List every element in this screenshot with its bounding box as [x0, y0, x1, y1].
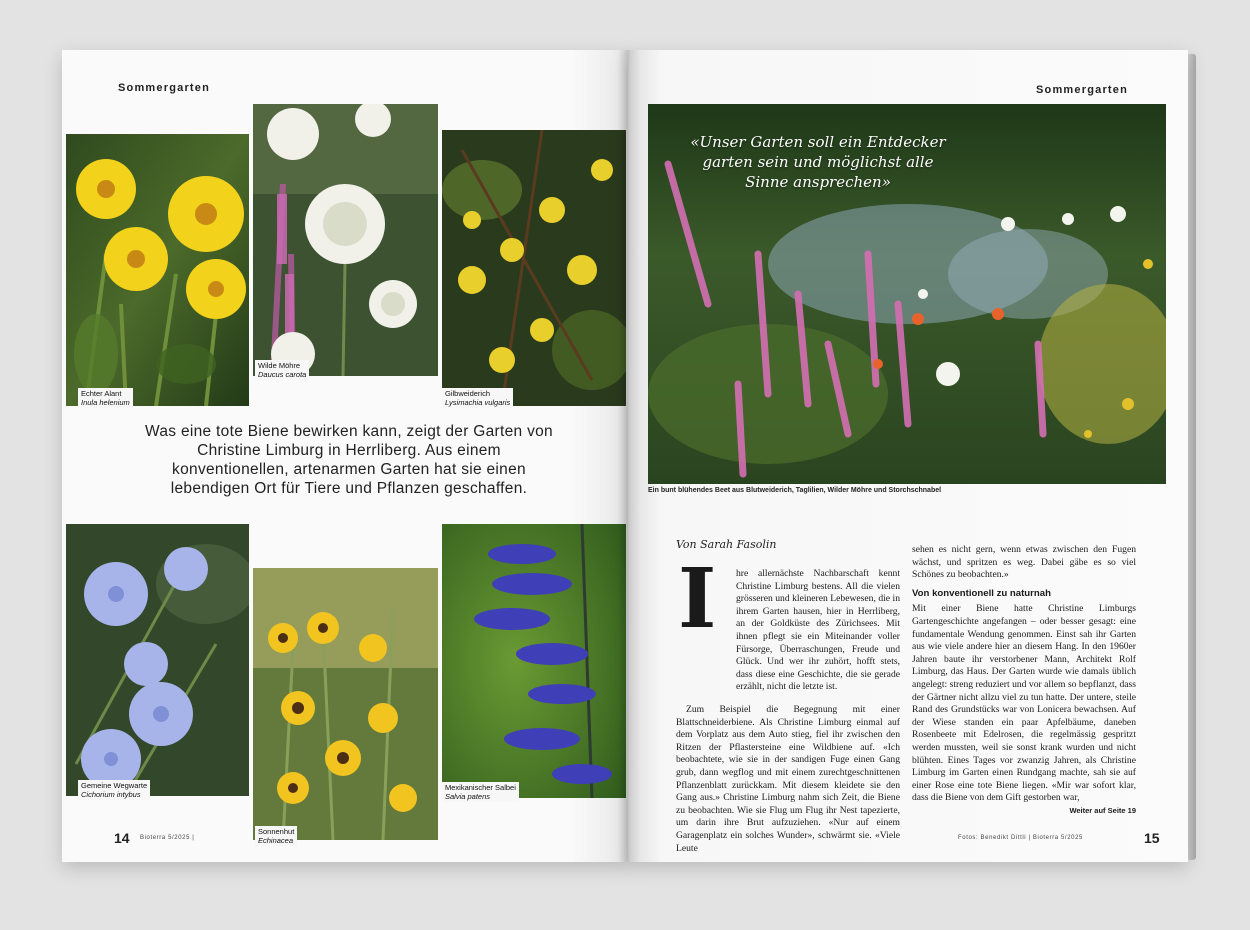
- caption-mexikanischer-salbei: [442, 782, 519, 802]
- photo-gilbweiderich: [442, 130, 626, 406]
- article-subhead: Von konventionell zu naturnah: [912, 587, 1051, 599]
- caption-common-name: Sonnenhut: [258, 827, 295, 836]
- caption-common-name: Wilde Möhre: [258, 361, 301, 370]
- caption-echter-alant: [78, 388, 133, 408]
- article-paragraph: sehen es nicht gern, wenn etwas zwischen den Fugen wächst, und spritzen es weg. Dabei gäbe es so viel Schönes zu beobachten.»: [912, 544, 1136, 581]
- photo-sonnenhut: [253, 568, 438, 840]
- article-paragraph: hre allernächste Nachbarschaft kennt Christine Limburg bestens. All die vielen grösseren und kleineren Lebewesen, die in ihrem Garten hausen, hier in Herrliberg, an der Goldküste des Zürichsees. Mit ihnen pflegt sie ein Miteinander voller Fürsorge, Überraschungen, Freude und Glück. Und wer ihr zuhört, hofft stets, dass diese eine Geschichte, die sie gerade erzählt, nicht die letzte ist.: [736, 568, 900, 693]
- section-title-right: Sommergarten: [1036, 84, 1129, 96]
- caption-gemeine-wegwarte: [78, 780, 150, 800]
- photo-echter-alant: [66, 134, 249, 406]
- photo-wilde-moehre: [253, 104, 438, 376]
- caption-sonnenhut: [255, 826, 297, 846]
- article-column-1-lead: [736, 568, 900, 694]
- page-number-right: 15: [1144, 830, 1160, 846]
- caption-scientific-name: Cichorium intybus: [81, 790, 141, 799]
- caption-scientific-name: Daucus carota: [258, 370, 307, 379]
- article-paragraph: Mit einer Biene hatte Christine Limburgs Gartengeschichte angefangen – oder besser gesagt: eine fundamentale Wendung genommen. Einst sah ihr Garten aus wie viele andere hier an diesem Hang. In den 1960er Jahren baute ihr verstorbener Mann, Architekt Rolf Limburg, das Haus. Der Garten wurde wie damals üblich angelegt: streng reduziert und vor allem so bepflanzt, dass der Gärtner nicht allzu viel zu tun hatte. Der untere, steile Rand des Grundstücks war von Lonicera bewachsen. Auf der Wiese standen ein paar Apfelbäume, daneben Rosenbeete mit Edelrosen, die regelmässig gespritzt werden mussten, weil sie sonst krank wurden und nicht blühten. Eines Tages vor zwanzig Jahren, als Christine Limburg im Garten einen Rundgang machte, sah sie auf einer Rose eine tote Biene liegen. «Mir war sofort klar, dass die Biene von dem Gift gestorben war,: [912, 603, 1136, 804]
- caption-common-name: Gemeine Wegwarte: [81, 781, 148, 790]
- author-byline: Von Sarah Fasolin: [676, 538, 777, 551]
- article-paragraph: Zum Beispiel die Begegnung mit einer Blattschneiderbiene. Als Christine Limburg einmal auf dem Vorplatz aus dem Auto stieg, fiel ihr zwischen den Ritzen der Pflastersteine eine Wildbiene auf. «Ich beobachtete, wie sie in der sandigen Fuge einen Gang grub, dann wegflog und mit einem zurechtgeschnittenen Pflanzenblatt zurückkam. Mit diesem kleidete sie den Gang aus.» Christine Limburg nahm sich Zeit, die Biene zu beobachten. Wie sie Flug um Flug ihr Nest tapezierte, um darin ihre Brut aufzuziehen. «Nur auf einem Garagenplatz ein solches Wunder», schwärmt sie. «Viele Leute: [676, 704, 900, 854]
- caption-scientific-name: Salvia patens: [445, 792, 491, 801]
- page-number-left: 14: [114, 830, 130, 846]
- caption-scientific-name: Lysimachia vulgaris: [445, 398, 511, 407]
- caption-scientific-name: Echinacea: [258, 836, 294, 845]
- photo-mexikanischer-salbei: [442, 524, 626, 798]
- article-column-2: [912, 544, 1136, 817]
- continued-link[interactable]: Weiter auf Seite 19: [1069, 805, 1136, 815]
- pull-quote: «Unser Garten soll ein Entdecker garten sein und möglichst alle Sinne ansprechen»: [690, 133, 946, 191]
- caption-common-name: Mexikanischer Salbei: [445, 783, 516, 792]
- intro-text: Was eine tote Biene bewirken kann, zeigt der Garten von Christine Limburg in Herrliberg. Aus einem konventionellen, artenarmen Garten hat sie einen lebendigen Ort für Tiere und Pflanzen geschaffen.: [145, 423, 553, 497]
- drop-cap: I: [678, 551, 717, 647]
- magazine-spread: [62, 50, 1194, 865]
- photo-gemeine-wegwarte: [66, 524, 249, 796]
- right-page: [628, 50, 1188, 862]
- caption-wilde-moehre: [255, 360, 309, 380]
- section-title-left: Sommergarten: [118, 82, 211, 94]
- footer-left: Bioterra 5/2025 |: [140, 835, 195, 841]
- caption-common-name: Echter Alant: [81, 389, 122, 398]
- caption-gilbweiderich: [442, 388, 513, 408]
- left-page: [62, 50, 628, 862]
- caption-scientific-name: Inula helenium: [81, 398, 130, 407]
- footer-right: Fotos: Benedikt Dittli | Bioterra 5/2025: [958, 835, 1083, 841]
- article-column-1-cont: [676, 704, 900, 855]
- hero-photo-caption: Ein bunt blühendes Beet aus Blutweiderich, Taglilien, Wilder Möhre und Storchschnabel: [648, 487, 942, 494]
- caption-common-name: Gilbweiderich: [445, 389, 491, 398]
